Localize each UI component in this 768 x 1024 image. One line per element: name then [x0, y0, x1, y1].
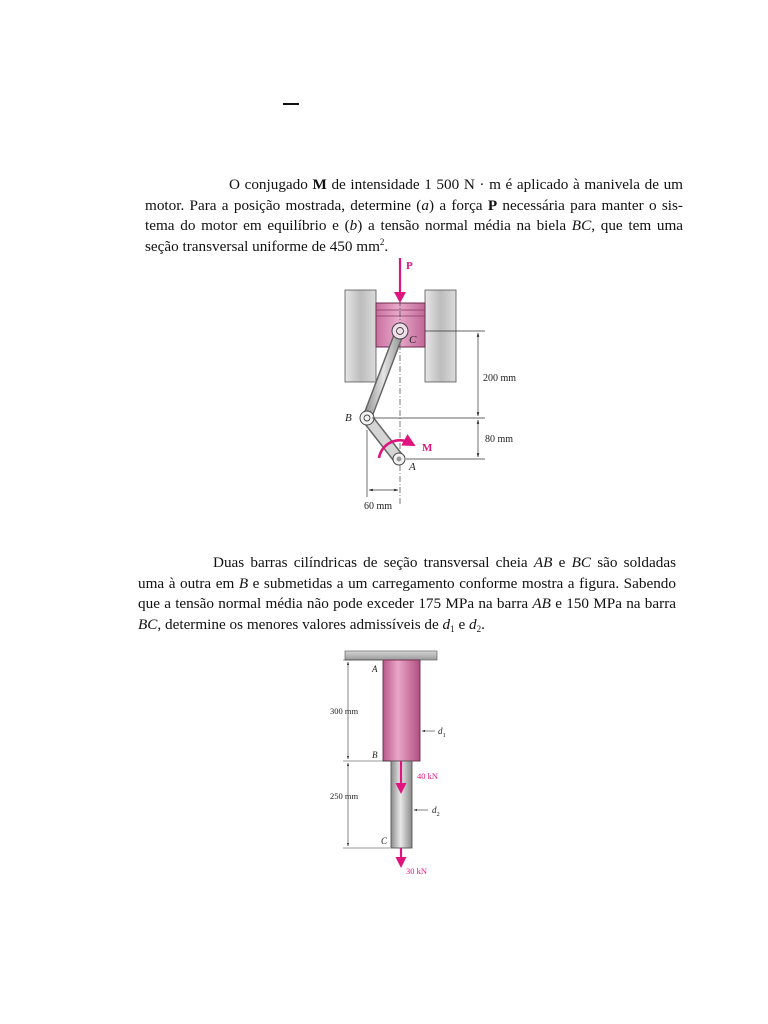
- label-30kn: 30 kN: [406, 866, 428, 876]
- problem2-line1: Duas barras cilíndricas de seção transversal cheia AB e BC são soldadas: [213, 554, 676, 571]
- label-250mm: 250 mm: [330, 791, 359, 801]
- label-b: B: [345, 412, 352, 424]
- label-a2: A: [372, 664, 378, 674]
- label-m: M: [422, 442, 433, 454]
- label-p: P: [406, 260, 413, 272]
- label-c: C: [409, 334, 417, 346]
- label-d1: $d_1$: [438, 726, 446, 739]
- problem2-line4: BC, determine os menores valores admissíveis de $d_1$ e $d_2$.: [138, 615, 485, 634]
- problem1-line2: motor. Para a posição mostrada, determine (a) a força P necessária para manter o sis-: [145, 196, 683, 214]
- label-80mm: 80 mm: [485, 434, 514, 445]
- label-300mm: 300 mm: [330, 706, 359, 716]
- label-d2: $d_2$: [432, 805, 440, 818]
- label-a: A: [409, 461, 416, 473]
- label-60mm: 60 mm: [364, 501, 393, 512]
- bar-ab: [383, 660, 420, 761]
- problem1-line4: seção transversal uniforme de 450 $mm^2$.: [145, 236, 389, 255]
- support-ceiling: [345, 651, 437, 660]
- label-b2: B: [372, 750, 378, 760]
- problem2-line3: que a tensão normal média não pode exceder 175 MPa na barra AB e 150 MPa na barra: [138, 595, 676, 612]
- problem2-line2: uma à outra em B e submetidas a um carregamento conforme mostra a figura. Sabendo: [138, 574, 676, 592]
- problem1-line1: O conjugado M de intensidade 1 500 N · m é aplicado à manivela de um: [229, 176, 683, 193]
- label-40kn: 40 kN: [417, 771, 439, 781]
- label-c2: C: [381, 836, 388, 846]
- problem1-line3: tema do motor em equilíbrio e (b) a tensão normal média na biela BC, que tem uma: [145, 217, 683, 234]
- label-200mm: 200 mm: [483, 373, 517, 384]
